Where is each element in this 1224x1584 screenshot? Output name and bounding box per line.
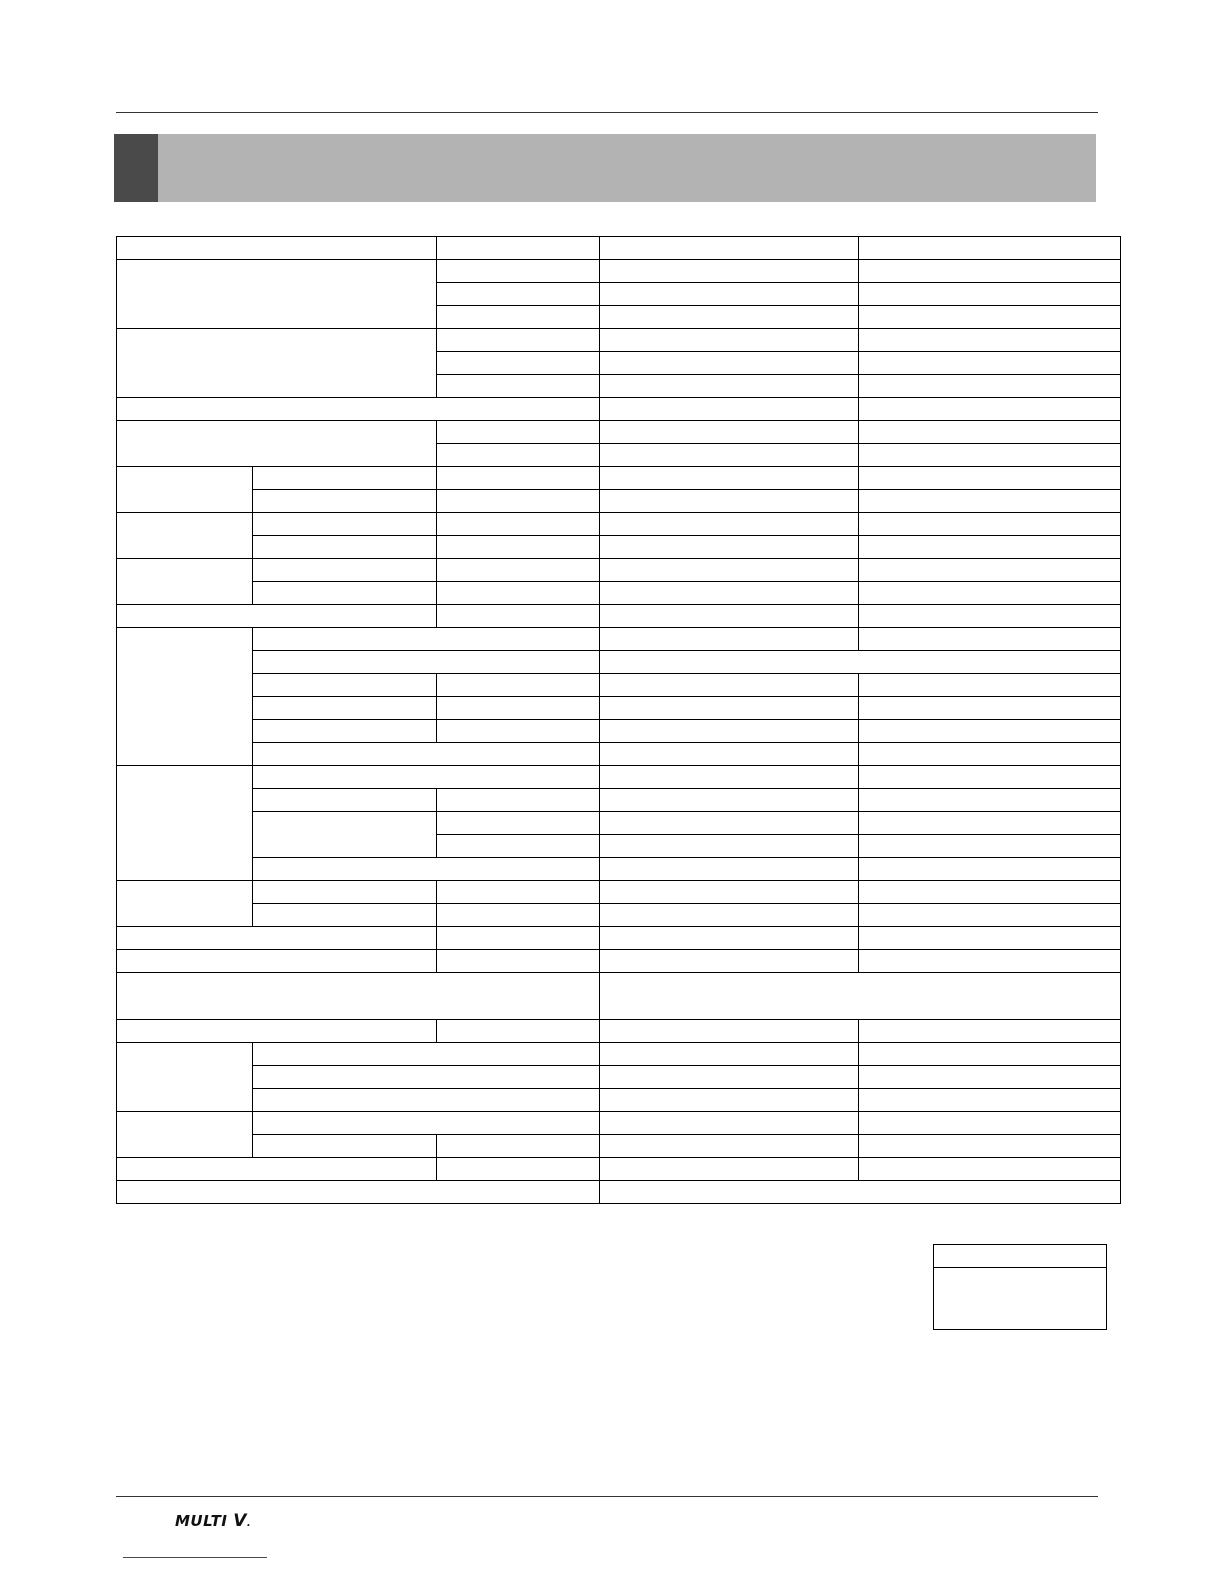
table-row bbox=[117, 1089, 1121, 1112]
table-row bbox=[117, 559, 1121, 582]
section-title-bar bbox=[114, 134, 1096, 202]
footer-link-underline[interactable] bbox=[123, 1557, 267, 1558]
footer-rule bbox=[116, 1496, 1098, 1497]
table-row bbox=[117, 421, 1121, 444]
table-row bbox=[117, 766, 1121, 789]
table-row bbox=[117, 1135, 1121, 1158]
table-row bbox=[117, 398, 1121, 421]
table-row bbox=[117, 1112, 1121, 1135]
table-row bbox=[117, 1066, 1121, 1089]
table-row bbox=[117, 260, 1121, 283]
table-row bbox=[117, 858, 1121, 881]
header-rule bbox=[116, 112, 1098, 113]
table-row bbox=[117, 904, 1121, 927]
note-box bbox=[933, 1244, 1107, 1330]
table-row bbox=[117, 513, 1121, 536]
table-row bbox=[117, 973, 1121, 1020]
table-row bbox=[117, 536, 1121, 559]
table-row bbox=[117, 490, 1121, 513]
table-row bbox=[117, 329, 1121, 352]
table-row bbox=[117, 881, 1121, 904]
table-row bbox=[117, 950, 1121, 973]
section-title-marker bbox=[114, 134, 158, 202]
multi-v-logo: MULTI V. bbox=[175, 1511, 252, 1531]
table-row bbox=[117, 927, 1121, 950]
table-row bbox=[117, 605, 1121, 628]
table-row bbox=[117, 812, 1121, 835]
table-row bbox=[117, 1158, 1121, 1181]
table-row bbox=[117, 237, 1121, 260]
table-row bbox=[117, 628, 1121, 651]
table-row bbox=[117, 1043, 1121, 1066]
table-row bbox=[117, 467, 1121, 490]
table-row bbox=[117, 651, 1121, 674]
specification-table bbox=[116, 236, 1121, 1204]
table-row bbox=[117, 720, 1121, 743]
table-row bbox=[117, 743, 1121, 766]
note-box-header bbox=[934, 1245, 1106, 1268]
table-row bbox=[117, 789, 1121, 812]
note-box-body bbox=[934, 1268, 1106, 1272]
table-row bbox=[117, 674, 1121, 697]
table-row bbox=[117, 582, 1121, 605]
table-row bbox=[117, 1020, 1121, 1043]
table-row bbox=[117, 1181, 1121, 1204]
table-row bbox=[117, 697, 1121, 720]
